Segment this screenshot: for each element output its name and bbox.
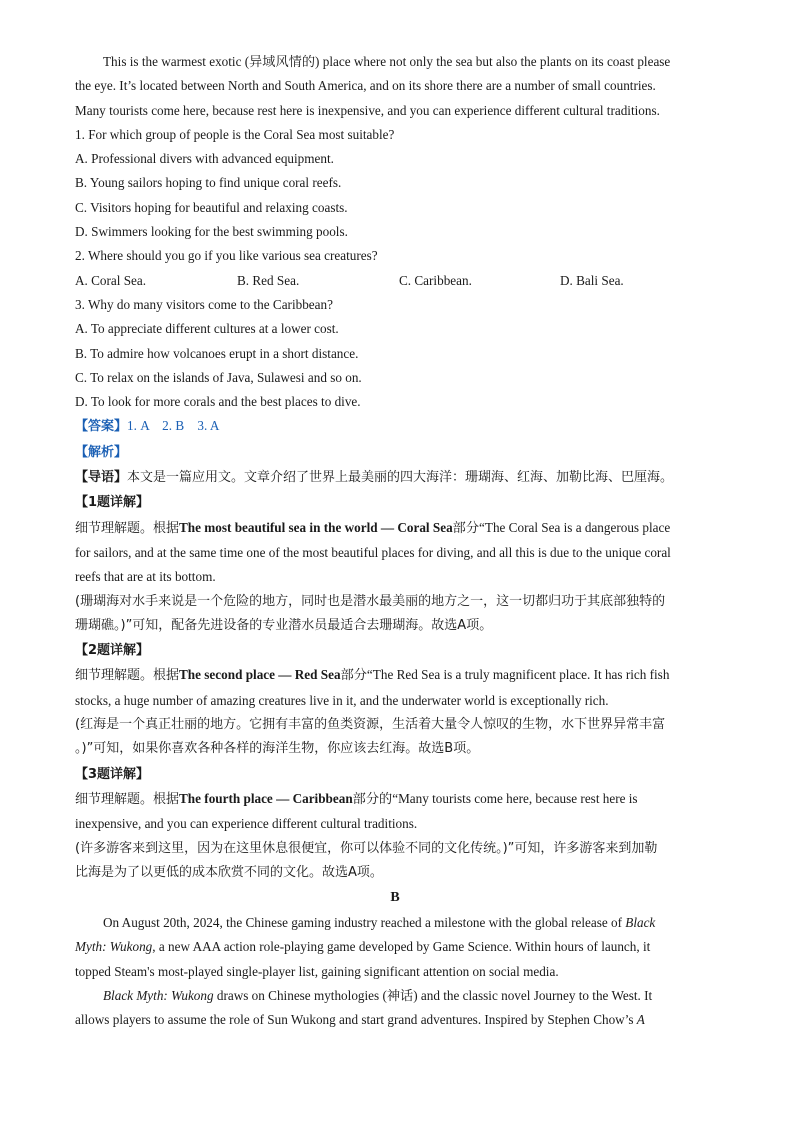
section-b-paragraph-line: allows players to assume the role of Sun Wukong and start grand adventures. Inspired by Stephen Chow’s A bbox=[75, 1012, 645, 1028]
detail-2-line: 细节理解题。根据The second place — Red Sea部分“The Red Sea is a truly magnificent place. It has rich fish bbox=[75, 667, 670, 684]
question-1-option-a: A. Professional divers with advanced equipment. bbox=[75, 151, 334, 167]
passage-line: the eye. It’s located between North and South America, and on its shore there are a number of small countries. bbox=[75, 78, 656, 94]
detail-1-line: 细节理解题。根据The most beautiful sea in the world — Coral Sea部分“The Coral Sea is a dangerous place bbox=[75, 519, 671, 536]
question-3-stem: 3. Why do many visitors come to the Caribbean? bbox=[75, 296, 333, 312]
passage-line: Many tourists come here, because rest here is inexpensive, and you can experience different cultural traditions. bbox=[75, 102, 660, 118]
answer-label: 【答案】 bbox=[75, 419, 128, 435]
question-2-option-b: B. Red Sea. bbox=[237, 272, 300, 288]
guide-line bbox=[75, 465, 715, 490]
analysis-label: 【解析】 bbox=[75, 444, 128, 460]
detail-1-line: reefs that are at its bottom. bbox=[75, 569, 216, 585]
question-1-option-b: B. Young sailors hoping to find unique coral reefs. bbox=[75, 175, 342, 191]
answer-value: 1. A 2. B 3. A bbox=[127, 418, 220, 434]
guide-text: 本文是一篇应用文。文章介绍了世界上最美丽的四大海洋：珊瑚海、红海、加勒比海、巴厘海。 bbox=[127, 470, 674, 486]
question-1-option-c: C. Visitors hoping for beautiful and relaxing coasts. bbox=[75, 199, 348, 215]
question-2-stem: 2. Where should you go if you like various sea creatures? bbox=[75, 248, 378, 264]
detail-2-line: stocks, a huge number of amazing creatures live in it, and the underwater world is exceptionally rich. bbox=[75, 692, 609, 708]
detail-3-line: 细节理解题。根据The fourth place — Caribbean部分的“Many tourists come here, because rest here is bbox=[75, 790, 638, 807]
question-3-option-b: B. To admire how volcanoes erupt in a short distance. bbox=[75, 345, 359, 361]
detail-3-line: inexpensive, and you can experience different cultural traditions. bbox=[75, 816, 418, 832]
section-b-paragraph-line: topped Steam's most-played single-player list, gaining significant attention on social media. bbox=[75, 963, 559, 979]
detail-2-line: 。)”可知，如果你喜欢各种各样的海洋生物，你应该去红海。故选B项。 bbox=[75, 741, 480, 757]
question-3-option-d: D. To look for more corals and the best places to dive. bbox=[75, 394, 361, 410]
question-2-option-a: A. Coral Sea. bbox=[75, 272, 147, 288]
detail-1-line: (珊瑚海对水手来说是一个危险的地方，同时也是潜水最美丽的地方之一，这一切都归功于其底部独特的 bbox=[75, 593, 666, 609]
section-b-paragraph-line: Black Myth: Wukong draws on Chinese mythologies (神话) and the classic novel Journey to the West. It bbox=[103, 987, 653, 1003]
detail-3-line: (许多游客来到这里，因为在这里休息很便宜，你可以体验不同的文化传统。)”可知，许多游客来到加勒 bbox=[75, 840, 658, 856]
detail-1-line: 珊瑚礁。)”可知，配备先进设备的专业潜水员最适合去珊瑚海。故选A项。 bbox=[75, 617, 493, 633]
detail-2-label: 【2题详解】 bbox=[75, 643, 150, 659]
question-2-options bbox=[75, 269, 715, 293]
answer-line bbox=[75, 414, 715, 439]
section-b-heading: B bbox=[390, 890, 400, 906]
detail-1-label: 【1题详解】 bbox=[75, 495, 150, 511]
passage-line: This is the warmest exotic (异域风情的) place where not only the sea but also the plants on its coast please bbox=[103, 54, 671, 69]
question-1-stem: 1. For which group of people is the Coral Sea most suitable? bbox=[75, 126, 395, 142]
question-3-option-c: C. To relax on the islands of Java, Sulawesi and so on. bbox=[75, 369, 362, 385]
detail-3-line: 比海是为了以更低的成本欣赏不同的文化。故选A项。 bbox=[75, 864, 383, 880]
question-2-option-d: D. Bali Sea. bbox=[560, 272, 624, 288]
question-3-option-a: A. To appreciate different cultures at a lower cost. bbox=[75, 321, 339, 337]
detail-3-label: 【3题详解】 bbox=[75, 766, 150, 782]
question-2-option-c: C. Caribbean. bbox=[399, 272, 472, 288]
section-b-paragraph-line: On August 20th, 2024, the Chinese gaming industry reached a milestone with the global release of Black bbox=[103, 915, 656, 931]
detail-1-line: for sailors, and at the same time one of the most beautiful places for diving, and all this is due to the unique coral bbox=[75, 544, 671, 560]
detail-2-line: (红海是一个真正壮丽的地方。它拥有丰富的鱼类资源，生活着大量令人惊叹的生物，水下世界异常丰富 bbox=[75, 717, 666, 733]
question-1-option-d: D. Swimmers looking for the best swimming pools. bbox=[75, 224, 348, 240]
document-page bbox=[75, 50, 715, 1033]
section-b-paragraph-line: Myth: Wukong, a new AAA action role-playing game developed by Game Science. Within hours of launch, it bbox=[75, 939, 651, 955]
guide-label: 【导语】 bbox=[75, 470, 128, 486]
